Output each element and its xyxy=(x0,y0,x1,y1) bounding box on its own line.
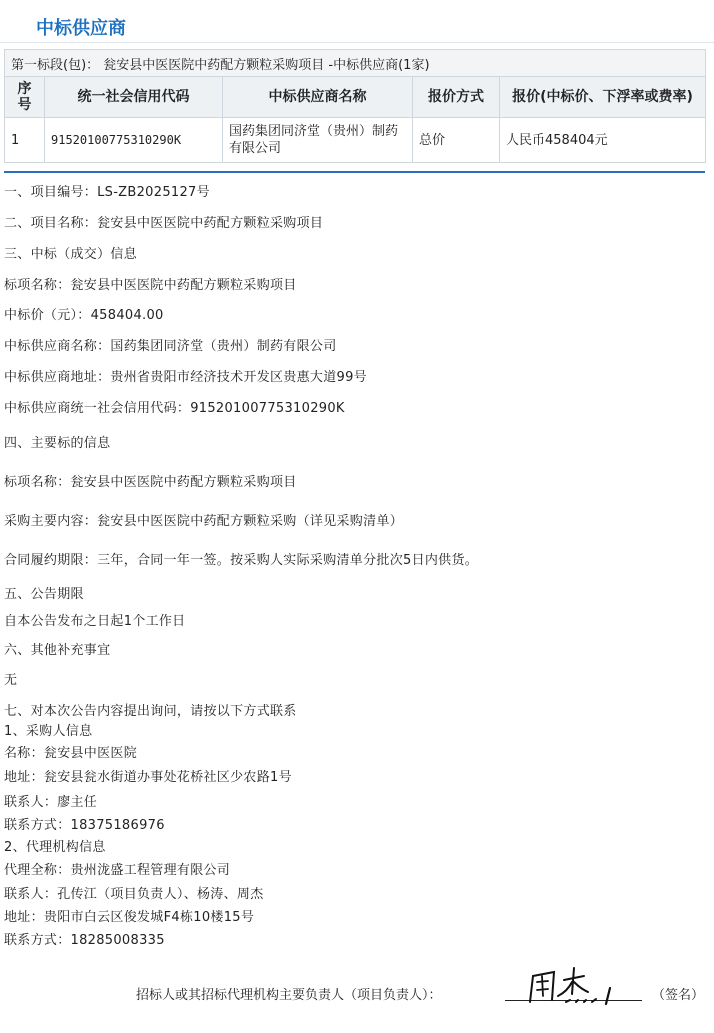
section-contact: 七、对本次公告内容提出询问，请按以下方式联系 xyxy=(4,704,297,719)
cell-index: 1 xyxy=(5,118,45,163)
supplier-name: 中标供应商名称：国药集团同济堂（贵州）制药有限公司 xyxy=(4,339,337,354)
page-title: 中标供应商 xyxy=(36,18,126,39)
column-header: 序号 xyxy=(5,77,45,118)
column-header: 统一社会信用代码 xyxy=(45,77,223,118)
signature-suffix: （签名） xyxy=(652,988,705,1003)
table-header-row xyxy=(5,77,706,118)
handwritten-signature xyxy=(522,962,632,1008)
contract-period: 合同履约期限：三年，合同一年一签。按采购人实际采购清单分批次5日内供货。 xyxy=(4,553,479,568)
cell-credit-code: 91520100775310290K xyxy=(45,118,223,163)
purchaser-heading: 1、采购人信息 xyxy=(4,724,93,739)
notice-period: 自本公告发布之日起1个工作日 xyxy=(4,614,186,629)
lot-label: 第一标段(包)： 瓮安县中医医院中药配方颗粒采购项目 -中标供应商(1家) xyxy=(5,50,706,77)
title-divider xyxy=(0,42,714,43)
agency-heading: 2、代理机构信息 xyxy=(4,840,106,855)
section-other-matters: 六、其他补充事宜 xyxy=(4,643,111,658)
column-header: 报价(中标价、下浮率或费率) xyxy=(500,77,706,118)
purchaser-name: 名称：瓮安县中医医院 xyxy=(4,746,138,761)
agency-address: 地址：贵阳市白云区俊发城F4栋10楼15号 xyxy=(4,910,255,925)
award-table xyxy=(4,49,706,163)
procurement-content: 采购主要内容：瓮安县中医医院中药配方颗粒采购（详见采购清单） xyxy=(4,514,404,529)
lot-name: 标项名称：瓮安县中医医院中药配方颗粒采购项目 xyxy=(4,278,297,293)
column-header: 报价方式 xyxy=(413,77,500,118)
purchaser-phone: 联系方式：18375186976 xyxy=(4,818,165,833)
item-lot-name: 标项名称：瓮安县中医医院中药配方颗粒采购项目 xyxy=(4,475,297,490)
table-row xyxy=(5,118,706,163)
section-award-info: 三、中标（成交）信息 xyxy=(4,247,138,262)
supplier-credit-code: 中标供应商统一社会信用代码：91520100775310290K xyxy=(4,401,345,416)
cell-price-mode: 总价 xyxy=(413,118,500,163)
cell-supplier-name: 国药集团同济堂（贵州）制药有限公司 xyxy=(223,118,413,163)
supplier-address: 中标供应商地址：贵州省贵阳市经济技术开发区贵惠大道99号 xyxy=(4,370,367,385)
lot-row xyxy=(5,50,706,77)
column-header: 中标供应商名称 xyxy=(223,77,413,118)
agency-phone: 联系方式：18285008335 xyxy=(4,933,165,948)
project-name: 二、项目名称：瓮安县中医医院中药配方颗粒采购项目 xyxy=(4,216,324,231)
signature-label: 招标人或其招标代理机构主要负责人（项目负责人）： xyxy=(136,988,442,1003)
purchaser-contact: 联系人：廖主任 xyxy=(4,795,98,810)
section-notice-period: 五、公告期限 xyxy=(4,587,84,602)
award-price: 中标价（元）：458404.00 xyxy=(4,308,164,323)
section-main-items: 四、主要标的信息 xyxy=(4,436,111,451)
project-number: 一、项目编号：LS-ZB2025127号 xyxy=(4,185,210,200)
agency-name: 代理全称：贵州泷盛工程管理有限公司 xyxy=(4,863,231,878)
purchaser-address: 地址：瓮安县瓮水街道办事处花桥社区少农路1号 xyxy=(4,770,292,785)
agency-contact: 联系人：孔传江（项目负责人）、杨涛、周杰 xyxy=(4,887,264,902)
table-bottom-rule xyxy=(4,171,705,173)
other-matters: 无 xyxy=(4,673,18,688)
cell-price: 人民币458404元 xyxy=(500,118,706,163)
